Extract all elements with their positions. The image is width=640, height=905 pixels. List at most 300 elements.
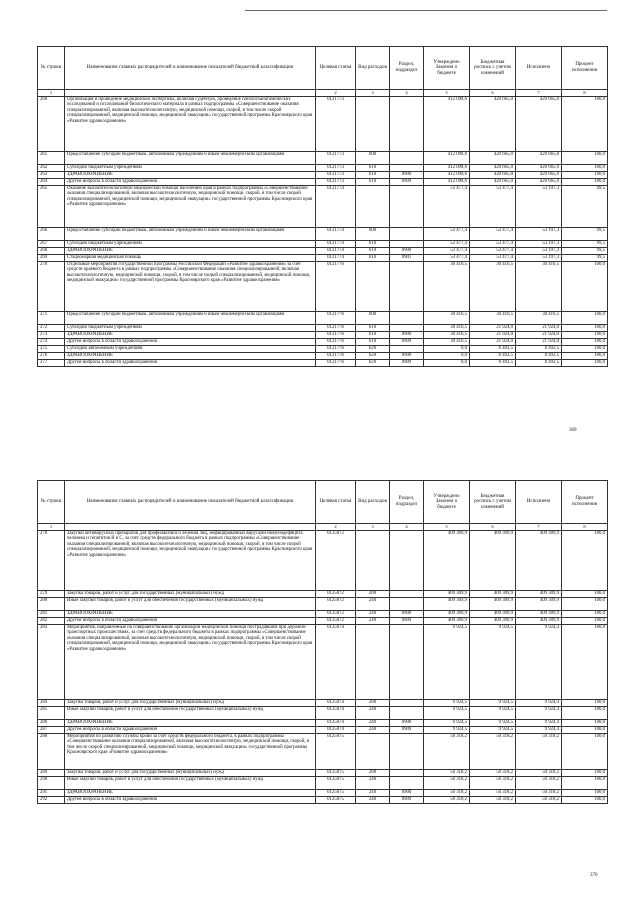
section-code: 0901 [390,255,424,262]
row-number: 271 [38,312,65,325]
row-name: Другие вопросы в области здравоохранения [65,339,316,346]
row-name: ЗДРАВООХРАНЕНИЕ [65,172,316,179]
planned-amount: 53 477,4 [470,255,516,262]
target-article: 0121773 [316,172,356,179]
expense-type: 240 [356,611,390,618]
planned-amount: 409 309,9 [470,591,516,598]
table-row [38,332,608,339]
executed-amount: 50 318,2 [516,770,562,777]
row-name: Другие вопросы в области здравоохранения [65,179,316,186]
expense-type: 240 [356,598,390,611]
row-name: Отдельные мероприятия государственной программы Российской Федерации «Развитие здравоохранения» за счет средств краевого бюджета в рамках подпрограммы «Совершенствование оказания специализированной, включая высокотехнологичную, медицинской помощи, скорой, в том числе скорой специализированной, медицинской помощи, медицинской эвакуации» государственной программы Красноярского края «Развитие здравоохранения» [65,262,316,312]
target-article: 0125075 [316,770,356,777]
expense-type: 240 [356,720,390,727]
expense-type: 610 [356,172,390,179]
section-code [390,97,424,152]
section-code: 0900 [390,790,424,797]
row-name: Другие вопросы в области здравоохранения [65,618,316,625]
row-number: 279 [38,591,65,598]
approved-amount: 412 098,6 [424,179,470,186]
row-number: 266 [38,228,65,241]
row-name: Субсидии бюджетным учреждениям [65,325,316,332]
execution-percent: 100,0 [562,720,608,727]
row-number: 287 [38,727,65,734]
table-row [38,179,608,186]
column-number-6: 6 [470,90,516,97]
column-number-2: 2 [316,524,356,531]
approved-amount: 50 318,2 [424,790,470,797]
approved-amount: 9 924,5 [424,707,470,720]
execution-percent: 100,0 [562,179,608,186]
approved-amount: 9 924,5 [424,625,470,700]
execution-percent: 100,0 [562,700,608,707]
approved-amount: 53 477,4 [424,186,470,228]
row-number: 268 [38,248,65,255]
approved-amount: 53 477,4 [424,255,470,262]
approved-amount: 9 924,5 [424,727,470,734]
target-article: 0125072 [316,598,356,611]
expense-type: 200 [356,700,390,707]
planned-amount: 8 492,5 [470,346,516,353]
row-number: 276 [38,353,65,360]
section-code [390,346,424,353]
planned-amount: 420 665,0 [470,152,516,165]
expense-type: 610 [356,255,390,262]
table-row [38,186,608,228]
planned-amount: 53 477,4 [470,241,516,248]
row-name: Мероприятия по развитию службы крови за счет средств федерального бюджета, в рамках подпрограммы «Совершенствование оказания специализированной, включая высокотехнологичную, медицинской помощи, скорой, в том числе скорой специализированной, медицинской помощи, медицинской эвакуации» государственной программы Красноярского края «Развитие здравоохранения» [65,734,316,770]
header-expense-type: Вид расходов [356,481,390,524]
table-row [38,255,608,262]
approved-amount: 9 924,5 [424,700,470,707]
table-row [38,97,608,152]
column-number-5: 5 [424,90,470,97]
execution-percent: 100,0 [562,598,608,611]
table-row [38,241,608,248]
approved-amount: 30 416,5 [424,262,470,312]
execution-percent: 100,0 [562,360,608,367]
execution-percent: 100,0 [562,152,608,165]
row-name: Стационарная медицинская помощь [65,255,316,262]
row-number: 289 [38,770,65,777]
section-code: 0900 [390,720,424,727]
section-code [390,325,424,332]
table-row [38,625,608,700]
row-number: 261 [38,152,65,165]
execution-percent: 100,0 [562,346,608,353]
expense-type: 620 [356,346,390,353]
row-name: ЗДРАВООХРАНЕНИЕ [65,720,316,727]
executed-amount: 21 924,0 [516,339,562,346]
row-name: Предоставление субсидий бюджетным, автономным учреждениям и иным некоммерческим организациям [65,312,316,325]
execution-percent: 100,0 [562,339,608,346]
column-number-4: 4 [390,524,424,531]
execution-percent: 100,0 [562,312,608,325]
executed-amount: 50 318,2 [516,790,562,797]
target-article: 0121773 [316,179,356,186]
table-header-row [38,47,608,90]
executed-amount: 8 492,5 [516,346,562,353]
row-number: 270 [38,262,65,312]
header-target: Целевая статья [316,481,356,524]
approved-amount: 50 318,2 [424,777,470,790]
section-code: 0909 [390,339,424,346]
approved-amount: 409 309,9 [424,611,470,618]
section-code: 0900 [390,172,424,179]
column-number-row [38,90,608,97]
row-name: Закупка товаров, работ и услуг для государственных (муниципальных) нужд [65,700,316,707]
executed-amount: 30 416,5 [516,312,562,325]
execution-percent: 100,0 [562,797,608,804]
execution-percent: 100,0 [562,325,608,332]
planned-amount: 409 309,9 [470,618,516,625]
target-article: 0121774 [316,255,356,262]
expense-type: 200 [356,591,390,598]
execution-percent: 100,0 [562,770,608,777]
header-planned: Бюджетная роспись с учетом изменений [470,481,516,524]
executed-amount: 409 309,9 [516,618,562,625]
execution-percent: 100,0 [562,172,608,179]
row-name: ЗДРАВООХРАНЕНИЕ [65,248,316,255]
section-code: 0900 [390,248,424,255]
planned-amount: 409 309,9 [470,611,516,618]
expense-type [356,531,390,591]
target-article: 0121776 [316,332,356,339]
planned-amount: 50 318,2 [470,790,516,797]
header-percent: Процент исполнения [562,47,608,90]
section-code [390,777,424,790]
execution-percent: 99,5 [562,248,608,255]
table-row [38,172,608,179]
section-code: 0909 [390,618,424,625]
budget-table-page-370 [37,480,608,804]
section-code [390,262,424,312]
table-row [38,770,608,777]
header-row-no: № строки [38,481,65,524]
row-number: 277 [38,360,65,367]
column-number-row [38,524,608,531]
approved-amount: 412 098,6 [424,152,470,165]
row-number: 280 [38,598,65,611]
table-row [38,598,608,611]
planned-amount: 21 924,0 [470,339,516,346]
table-row [38,611,608,618]
section-code: 0909 [390,360,424,367]
column-number-2: 2 [316,90,356,97]
column-number-3: 3 [356,90,390,97]
execution-percent: 100,0 [562,97,608,152]
approved-amount: 0,0 [424,346,470,353]
table-row [38,360,608,367]
header-section: Раздел, подраздел [390,47,424,90]
section-code: 0909 [390,179,424,186]
approved-amount: 30 416,5 [424,312,470,325]
row-number: 283 [38,625,65,700]
row-name: Закупка товаров, работ и услуг для государственных (муниципальных) нужд [65,770,316,777]
execution-percent: 100,0 [562,707,608,720]
executed-amount: 9 924,4 [516,727,562,734]
section-code [390,598,424,611]
section-code [390,152,424,165]
row-name: Предоставление субсидий бюджетным, автономным учреждениям и иным некоммерческим организациям [65,228,316,241]
planned-amount: 30 416,5 [470,262,516,312]
approved-amount: 50 318,2 [424,734,470,770]
approved-amount: 50 318,2 [424,797,470,804]
row-number: 260 [38,97,65,152]
target-article: 0125072 [316,618,356,625]
planned-amount: 53 477,4 [470,248,516,255]
target-article: 0121773 [316,97,356,152]
table-row [38,727,608,734]
expense-type: 600 [356,152,390,165]
executed-amount: 53 197,3 [516,228,562,241]
planned-amount: 8 492,5 [470,353,516,360]
executed-amount: 420 665,0 [516,152,562,165]
column-number-blank [65,90,316,97]
execution-percent: 100,0 [562,727,608,734]
table-row [38,248,608,255]
table-header-row [38,481,608,524]
expense-type: 610 [356,339,390,346]
approved-amount: 9 924,5 [424,720,470,727]
header-section: Раздел, подраздел [390,481,424,524]
planned-amount: 420 665,0 [470,179,516,186]
table-row [38,618,608,625]
row-name: ЗДРАВООХРАНЕНИЕ [65,332,316,339]
executed-amount: 53 197,3 [516,241,562,248]
column-number-8: 8 [562,90,608,97]
section-code [390,734,424,770]
planned-amount: 53 477,4 [470,186,516,228]
section-code: 0909 [390,727,424,734]
executed-amount: 409 309,9 [516,531,562,591]
row-name: Другие вопросы в области здравоохранения [65,727,316,734]
row-number: 275 [38,346,65,353]
approved-amount: 412 098,6 [424,172,470,179]
executed-amount: 409 309,9 [516,611,562,618]
table-body-page-370 [38,531,608,804]
row-name: Оказание высокотехнологичной медицинской помощи населению края в рамках подпрограммы «Совершенствование оказания специализированной, включая высокотехнологичную, медицинской помощи, скорой, в том числе скорой специализированной, медицинской помощи, медицинской эвакуации» государственной программы Красноярского края «Развитие здравоохранения» [65,186,316,228]
table-row [38,325,608,332]
row-number: 272 [38,325,65,332]
expense-type: 240 [356,797,390,804]
approved-amount: 30 416,5 [424,339,470,346]
target-article: 0125072 [316,531,356,591]
column-number-blank [65,524,316,531]
execution-percent: 100,0 [562,531,608,591]
execution-percent: 100,0 [562,777,608,790]
approved-amount: 409 309,9 [424,598,470,611]
target-article: 0121773 [316,152,356,165]
section-code [390,186,424,228]
row-name: Иные закупки товаров, работ и услуг для обеспечения государственных (муниципальных) нужд [65,777,316,790]
table-row [38,720,608,727]
approved-amount: 53 477,4 [424,228,470,241]
table-row [38,339,608,346]
target-article: 0125075 [316,777,356,790]
planned-amount: 8 492,5 [470,360,516,367]
target-article: 0121776 [316,312,356,325]
column-number-3: 3 [356,524,390,531]
header-expense-type: Вид расходов [356,47,390,90]
section-code: 0900 [390,353,424,360]
execution-percent: 100,0 [562,262,608,312]
planned-amount: 50 318,2 [470,770,516,777]
executed-amount: 409 309,9 [516,598,562,611]
row-name: Мероприятия, направленные на совершенствование организации медицинской помощи пострадавшим при дорожно-транспортных происшествиях, за счет средств федерального бюджета в рамках подпрограммы «Совершенствование оказания специализированной, включая высокотехнологичную, медицинской помощи, скорой, в том числе скорой специализированной, медицинской помощи, медицинской эвакуации» государственной программы Красноярского края «Развитие здравоохранения» [65,625,316,700]
executed-amount: 8 492,5 [516,360,562,367]
column-number-1: 1 [38,524,65,531]
row-number: 286 [38,720,65,727]
header-approved: Утверждено Законом о бюджете [424,47,470,90]
expense-type: 620 [356,360,390,367]
planned-amount: 9 924,5 [470,700,516,707]
row-name: Субсидии автономным учреждениям [65,346,316,353]
execution-percent: 100,0 [562,165,608,172]
expense-type: 610 [356,248,390,255]
execution-percent: 100,0 [562,353,608,360]
target-article: 0125074 [316,625,356,700]
table-row [38,152,608,165]
row-name: Закупка товаров, работ и услуг для государственных (муниципальных) нужд [65,591,316,598]
row-name: ЗДРАВООХРАНЕНИЕ [65,611,316,618]
planned-amount: 21 924,0 [470,325,516,332]
table-row [38,797,608,804]
approved-amount: 53 477,4 [424,241,470,248]
target-article: 0125072 [316,591,356,598]
executed-amount: 420 665,0 [516,97,562,152]
executed-amount: 420 665,0 [516,179,562,186]
approved-amount: 30 416,5 [424,325,470,332]
section-code [390,770,424,777]
approved-amount: 0,0 [424,360,470,367]
row-number: 282 [38,618,65,625]
expense-type: 240 [356,777,390,790]
planned-amount: 409 309,9 [470,531,516,591]
row-name: Иные закупки товаров, работ и услуг для обеспечения государственных (муниципальных) нужд [65,598,316,611]
approved-amount: 409 309,9 [424,531,470,591]
header-planned: Бюджетная роспись с учетом изменений [470,47,516,90]
target-article: 0121776 [316,360,356,367]
row-number: 292 [38,797,65,804]
execution-percent: 99,5 [562,228,608,241]
expense-type [356,262,390,312]
row-number: 264 [38,179,65,186]
executed-amount: 9 924,4 [516,707,562,720]
approved-amount: 0,0 [424,353,470,360]
header-approved: Утверждено Законом о бюджете [424,481,470,524]
planned-amount: 420 665,0 [470,97,516,152]
row-name: Субсидии бюджетным учреждениям [65,241,316,248]
column-number-8: 8 [562,524,608,531]
header-name: Наименование главных распорядителей и наименование показателей бюджетной классификации [65,481,316,524]
execution-percent: 100,0 [562,332,608,339]
row-name: Субсидии бюджетным учреждениям [65,165,316,172]
executed-amount: 50 318,2 [516,734,562,770]
column-number-6: 6 [470,524,516,531]
section-code [390,707,424,720]
approved-amount: 30 416,5 [424,332,470,339]
expense-type [356,734,390,770]
table-row [38,700,608,707]
section-code: 0900 [390,332,424,339]
expense-type: 600 [356,312,390,325]
table-row [38,777,608,790]
row-number: 291 [38,790,65,797]
row-name: ЗДРАВООХРАНЕНИЕ [65,790,316,797]
expense-type: 610 [356,179,390,186]
table-row [38,734,608,770]
section-code [390,625,424,700]
header-executed: Исполнено [516,47,562,90]
row-number: 274 [38,339,65,346]
planned-amount: 9 924,5 [470,720,516,727]
executed-amount: 9 924,4 [516,625,562,700]
approved-amount: 53 477,4 [424,248,470,255]
column-number-7: 7 [516,90,562,97]
row-number: 263 [38,172,65,179]
approved-amount: 412 098,6 [424,97,470,152]
executed-amount: 21 924,0 [516,332,562,339]
expense-type: 240 [356,618,390,625]
expense-type [356,186,390,228]
row-name: Организация и проведение медицинской экспертизы, включая судебную, проведение патологоанатомических исследований и исследований биологического материала в рамках подпрограммы «Совершенствование оказания специализированной, включая высокотехнологичную, медицинской помощи, скорой, в том числе скорой специализированной, медицинской помощи, медицинской эвакуации» государственной программы Красноярского края «Развитие здравоохранения» [65,97,316,152]
row-name: Другие вопросы в области здравоохранения [65,797,316,804]
row-name: Закупки антивирусных препаратов для профилактики и лечения лиц, инфицированных вирусами иммунодефицита человека и гепатитов В и С, за счет средств федерального бюджета в рамках подпрограммы «Совершенствование оказания специализированной, включая высокотехнологичную, медицинской помощи, скорой, в том числе скорой специализированной, медицинской помощи, медицинской эвакуации» государственной программы Красноярского края «Развитие здравоохранения» [65,531,316,591]
planned-amount: 21 924,0 [470,332,516,339]
section-code [390,312,424,325]
executed-amount: 420 665,0 [516,165,562,172]
header-row-no: № строки [38,47,65,90]
target-article: 0121776 [316,339,356,346]
target-article: 0125074 [316,700,356,707]
top-rule [245,10,607,11]
planned-amount: 420 665,0 [470,172,516,179]
expense-type: 610 [356,325,390,332]
approved-amount: 409 309,9 [424,591,470,598]
executed-amount: 9 924,4 [516,700,562,707]
page-number: 370 [590,873,598,878]
target-article: 0121774 [316,248,356,255]
column-number-4: 4 [390,90,424,97]
planned-amount: 50 318,2 [470,734,516,770]
row-number: 262 [38,165,65,172]
executed-amount: 50 318,2 [516,797,562,804]
section-code: 0900 [390,611,424,618]
table-row [38,262,608,312]
target-article: 0125075 [316,797,356,804]
execution-percent: 100,0 [562,591,608,598]
expense-type: 240 [356,727,390,734]
table-row [38,531,608,591]
table-row [38,228,608,241]
section-code [390,165,424,172]
target-article: 0121776 [316,353,356,360]
expense-type [356,625,390,700]
row-number: 267 [38,241,65,248]
execution-percent: 100,0 [562,790,608,797]
executed-amount: 53 197,3 [516,248,562,255]
table-row [38,591,608,598]
executed-amount: 53 197,3 [516,255,562,262]
expense-type: 610 [356,241,390,248]
row-name: Предоставление субсидий бюджетным, автономным учреждениям и иным некоммерческим организациям [65,152,316,165]
approved-amount: 50 318,2 [424,770,470,777]
row-number: 285 [38,707,65,720]
row-number: 265 [38,186,65,228]
expense-type: 610 [356,165,390,172]
section-code [390,531,424,591]
